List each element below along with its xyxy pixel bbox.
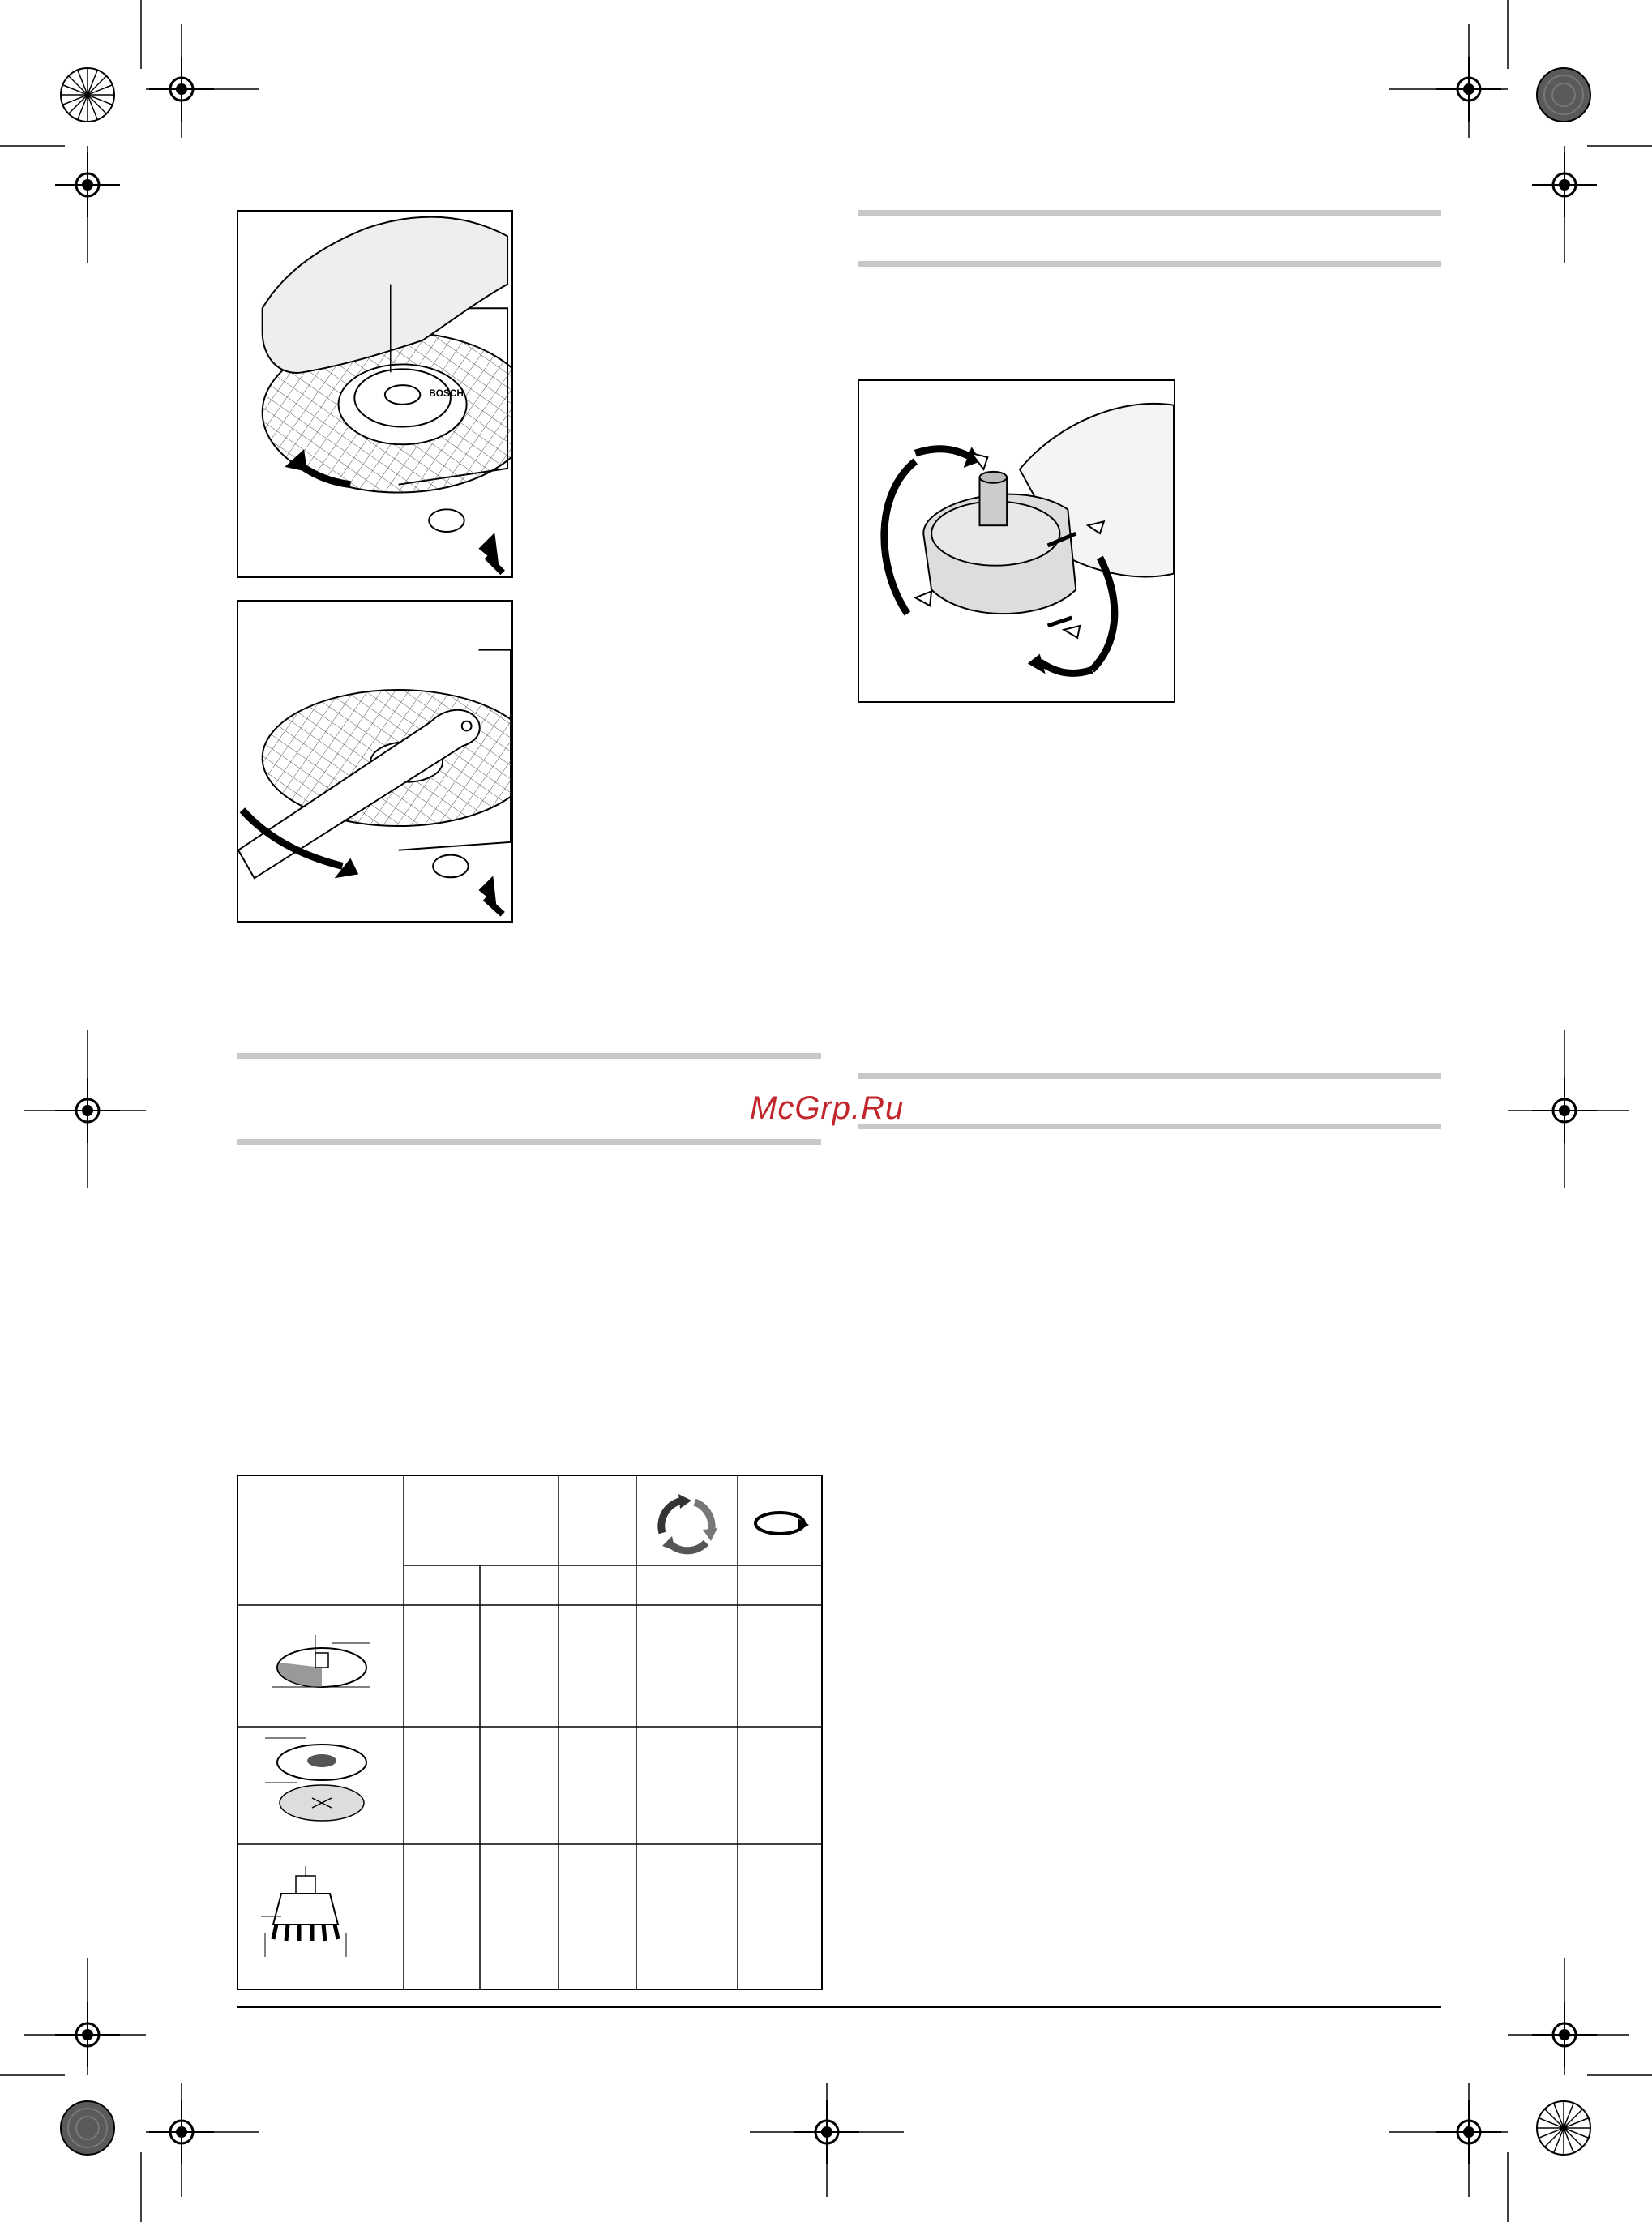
nut-brand-label: BOSCH [429, 387, 464, 399]
accessory-table [237, 1475, 823, 1990]
section-rule-mid-left-2 [237, 1139, 821, 1145]
section-rule-mid-right-2 [858, 1124, 1441, 1129]
section-rule-mid-left-1 [237, 1053, 821, 1059]
figure-hand-tighten-nut [237, 210, 513, 578]
section-rule-top-right-1 [858, 210, 1441, 216]
figure-spanner-tighten [237, 600, 513, 923]
watermark: McGrp.Ru [750, 1090, 905, 1126]
section-rule-mid-right-1 [858, 1073, 1441, 1079]
footer-rule [237, 2006, 1441, 2008]
figure-rotate-gear-head [858, 379, 1175, 703]
section-rule-top-right-2 [858, 261, 1441, 267]
